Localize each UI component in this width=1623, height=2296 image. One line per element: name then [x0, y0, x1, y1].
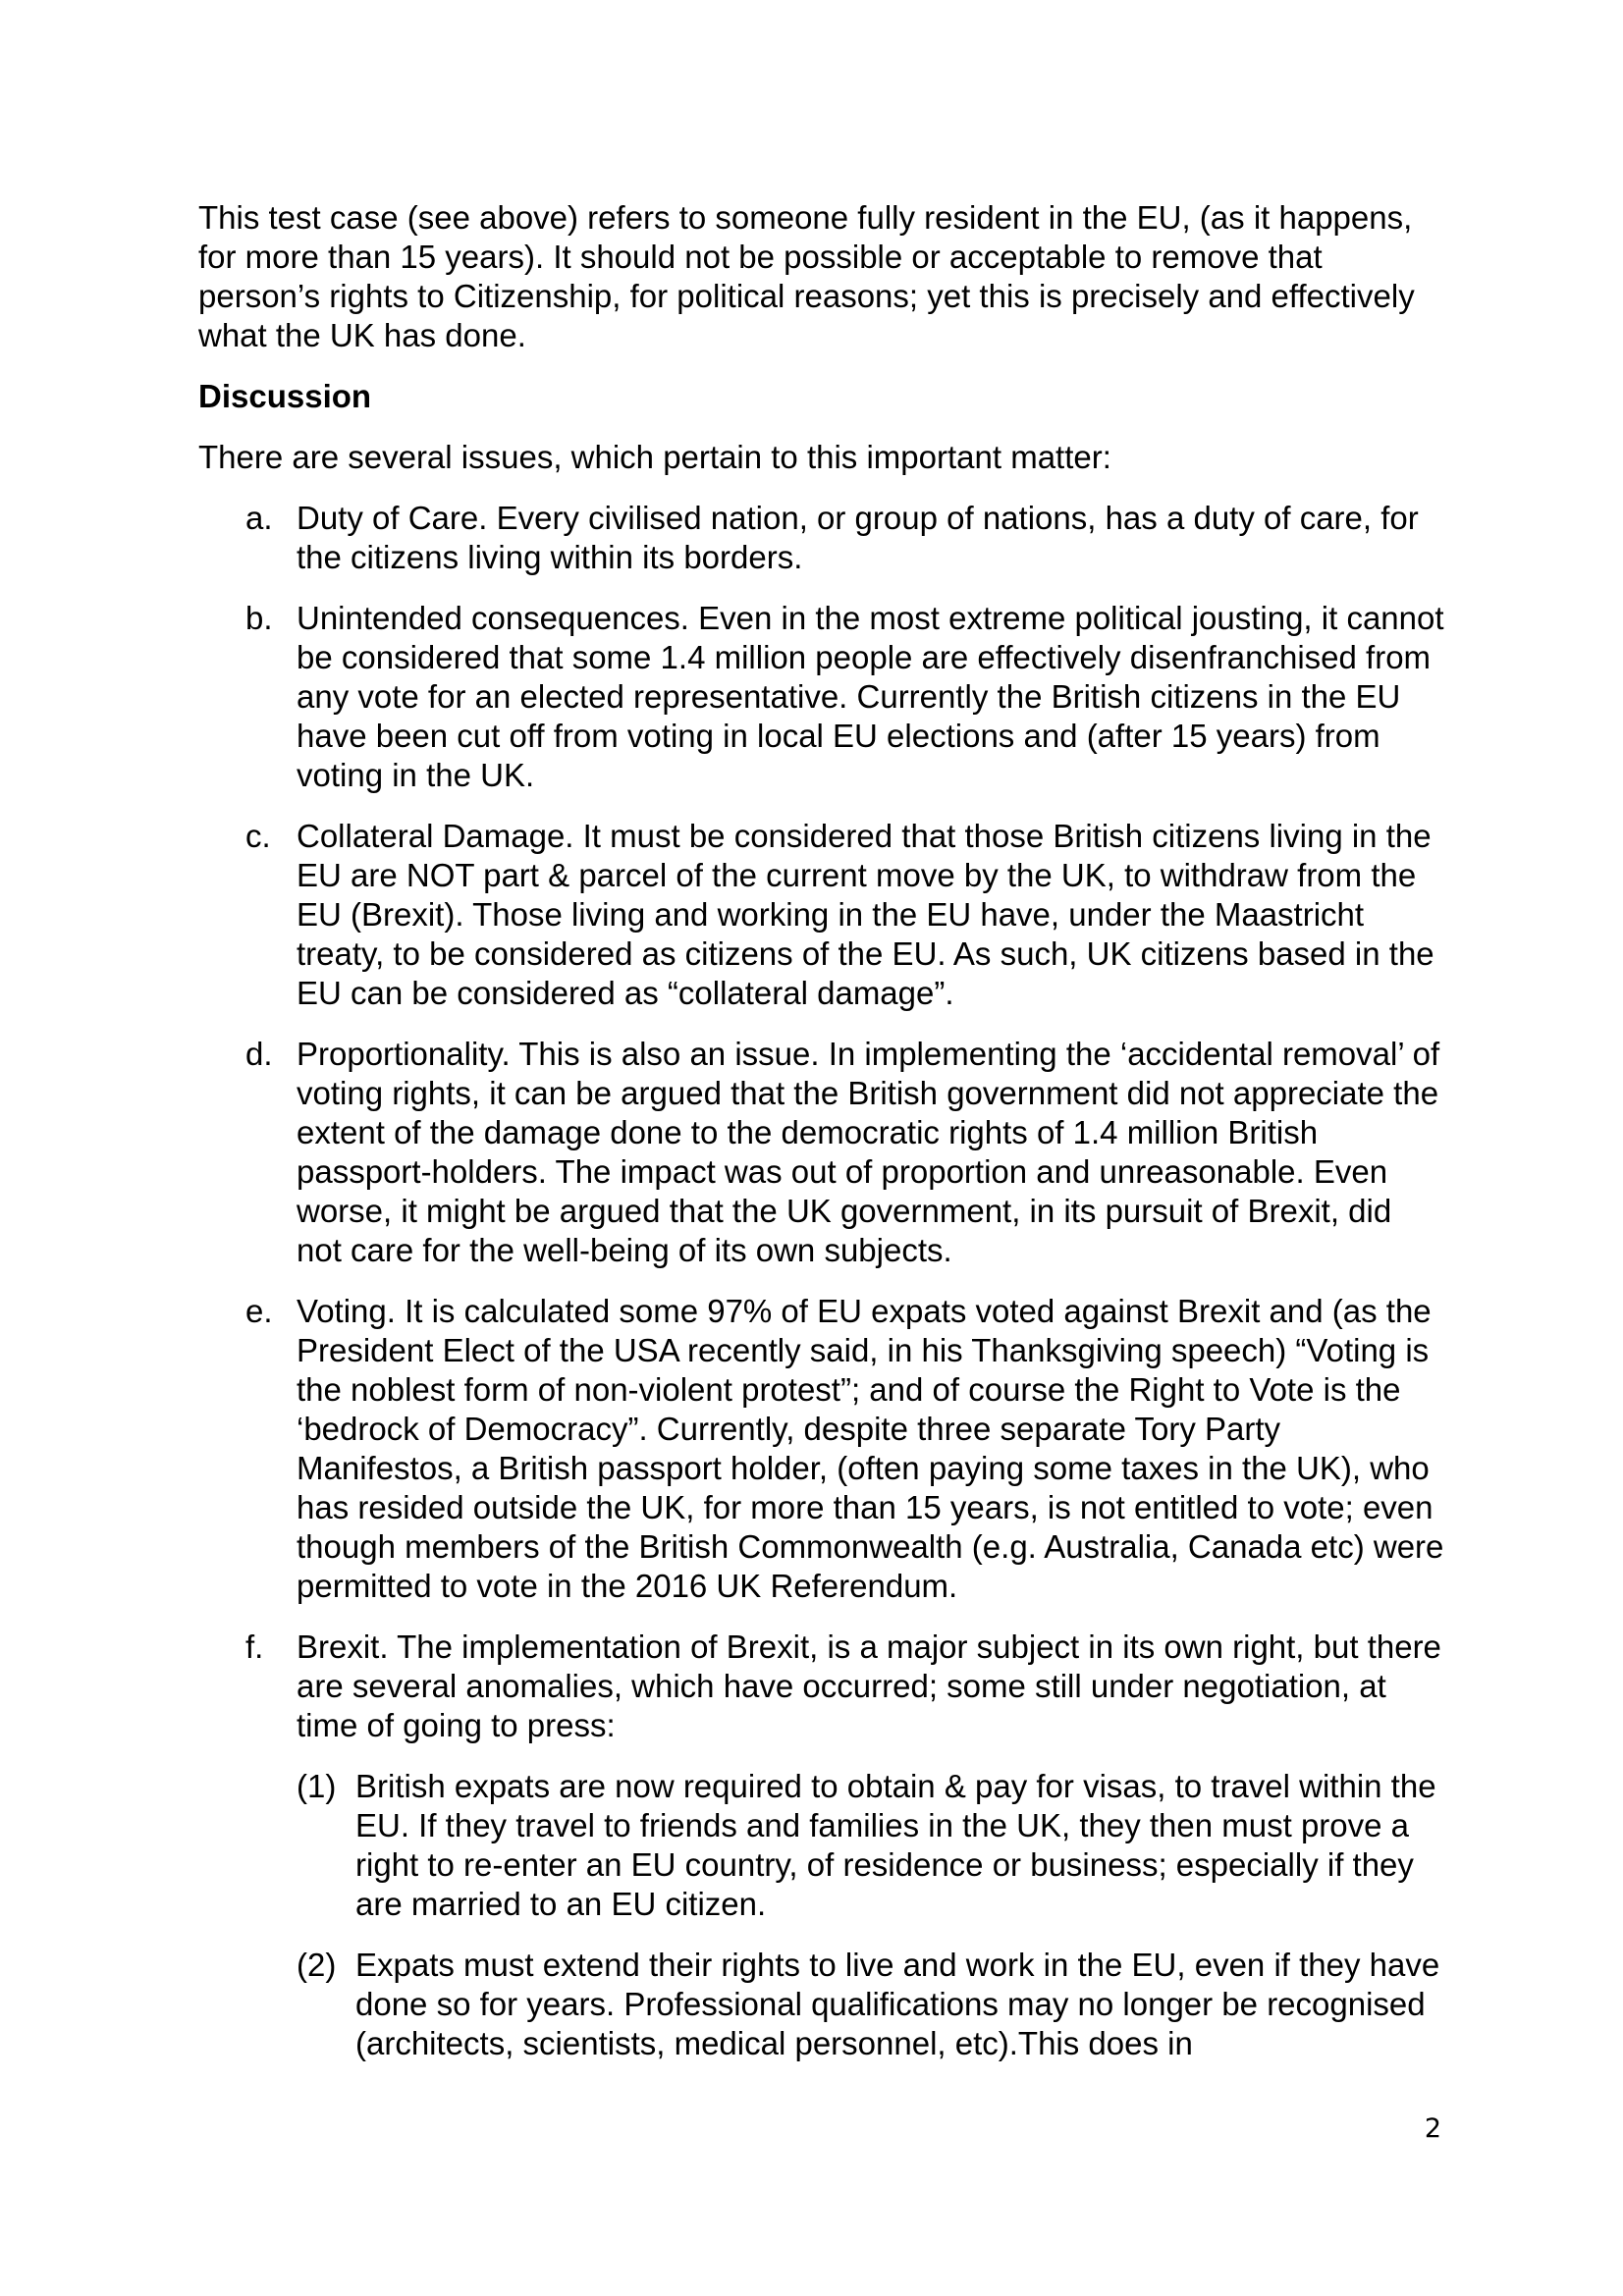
issues-list — [198, 499, 1445, 2063]
list-item-e — [198, 1292, 1445, 1606]
lead-paragraph: There are several issues, which pertain to this important matter: — [198, 439, 1111, 475]
sublist-item-text: Expats must extend their rights to live and work in the EU, even if they have done so for years. Professional qualifications may no longer be recognised (architects, scientists, medical personnel, etc).This does in — [355, 1947, 1440, 2061]
document-page — [198, 198, 1445, 2085]
list-marker: d. — [245, 1036, 273, 1072]
list-item-text: Collateral Damage. It must be considered that those British citizens living in the EU are NOT part & parcel of the current move by the UK, to withdraw from the EU (Brexit). Those living and working in the EU have, under the Maastricht treaty, to be considered as citizens of the EU. As such, UK citizens based in the EU can be considered as “collateral damage”. — [297, 818, 1434, 1011]
sublist-item-text: British expats are now required to obtain & pay for visas, to travel within the EU. If they travel to friends and families in the UK, they then must prove a right to re-enter an EU country, of residence or business; especially if they are married to an EU citizen. — [355, 1768, 1436, 1922]
list-item-f — [198, 1628, 1445, 2063]
sublist-item-2 — [198, 1946, 1445, 2063]
list-marker: c. — [245, 818, 271, 854]
list-marker: a. — [245, 500, 273, 536]
list-item-d — [198, 1035, 1445, 1270]
brexit-anomalies-list — [198, 1767, 1445, 2063]
list-item-text: Unintended consequences. Even in the most extreme political jousting, it cannot be considered that some 1.4 million people are effectively disenfranchised from any vote for an elected representative. Currently the British citizens in the EU have been cut off from voting in local EU elections and (after 15 years) from voting in the UK. — [297, 600, 1444, 793]
page-number: 2 — [1424, 2113, 1441, 2144]
list-item-b — [198, 599, 1445, 795]
sublist-item-1 — [198, 1767, 1445, 1924]
list-item-text: Proportionality. This is also an issue. In implementing the ‘accidental removal’ of voting rights, it can be argued that the British government did not appreciate the extent of the damage done to the democratic rights of 1.4 million British passport-holders. The impact was out of proportion and unreasonable. Even worse, it might be argued that the UK government, in its pursuit of Brexit, did not care for the well-being of its own subjects. — [297, 1036, 1440, 1268]
intro-paragraph: This test case (see above) refers to someone fully resident in the EU, (as it happens, for more than 15 years). It should not be possible or acceptable to remove that person’s rights to Citizenship, for political reasons; yet this is precisely and effectively what the UK has done. — [198, 199, 1415, 353]
list-item-text: Voting. It is calculated some 97% of EU expats voted against Brexit and (as the President Elect of the USA recently said, in his Thanksgiving speech) “Voting is the noblest form of non-violent protest”; and of course the Right to Vote is the ‘bedrock of Democracy”. Currently, despite three separate Tory Party Manifestos, a British passport holder, (often paying some taxes in the UK), who has resided outside the UK, for more than 15 years, is not entitled to vote; even though members of the British Commonwealth (e.g. Australia, Canada etc) were permitted to vote in the 2016 UK Referendum. — [297, 1293, 1444, 1604]
section-heading: Discussion — [198, 378, 372, 414]
list-marker: f. — [245, 1629, 264, 1665]
list-marker: e. — [245, 1293, 273, 1329]
list-item-text: Duty of Care. Every civilised nation, or group of nations, has a duty of care, for the citizens living within its borders. — [297, 500, 1419, 575]
sublist-marker: (1) — [297, 1768, 337, 1804]
list-marker: b. — [245, 600, 273, 636]
list-item-text: Brexit. The implementation of Brexit, is a major subject in its own right, but there are several anomalies, which have occurred; some still under negotiation, at time of going to press: — [297, 1629, 1441, 1743]
list-item-a — [198, 499, 1445, 577]
sublist-marker: (2) — [297, 1947, 337, 1983]
list-item-c — [198, 817, 1445, 1013]
